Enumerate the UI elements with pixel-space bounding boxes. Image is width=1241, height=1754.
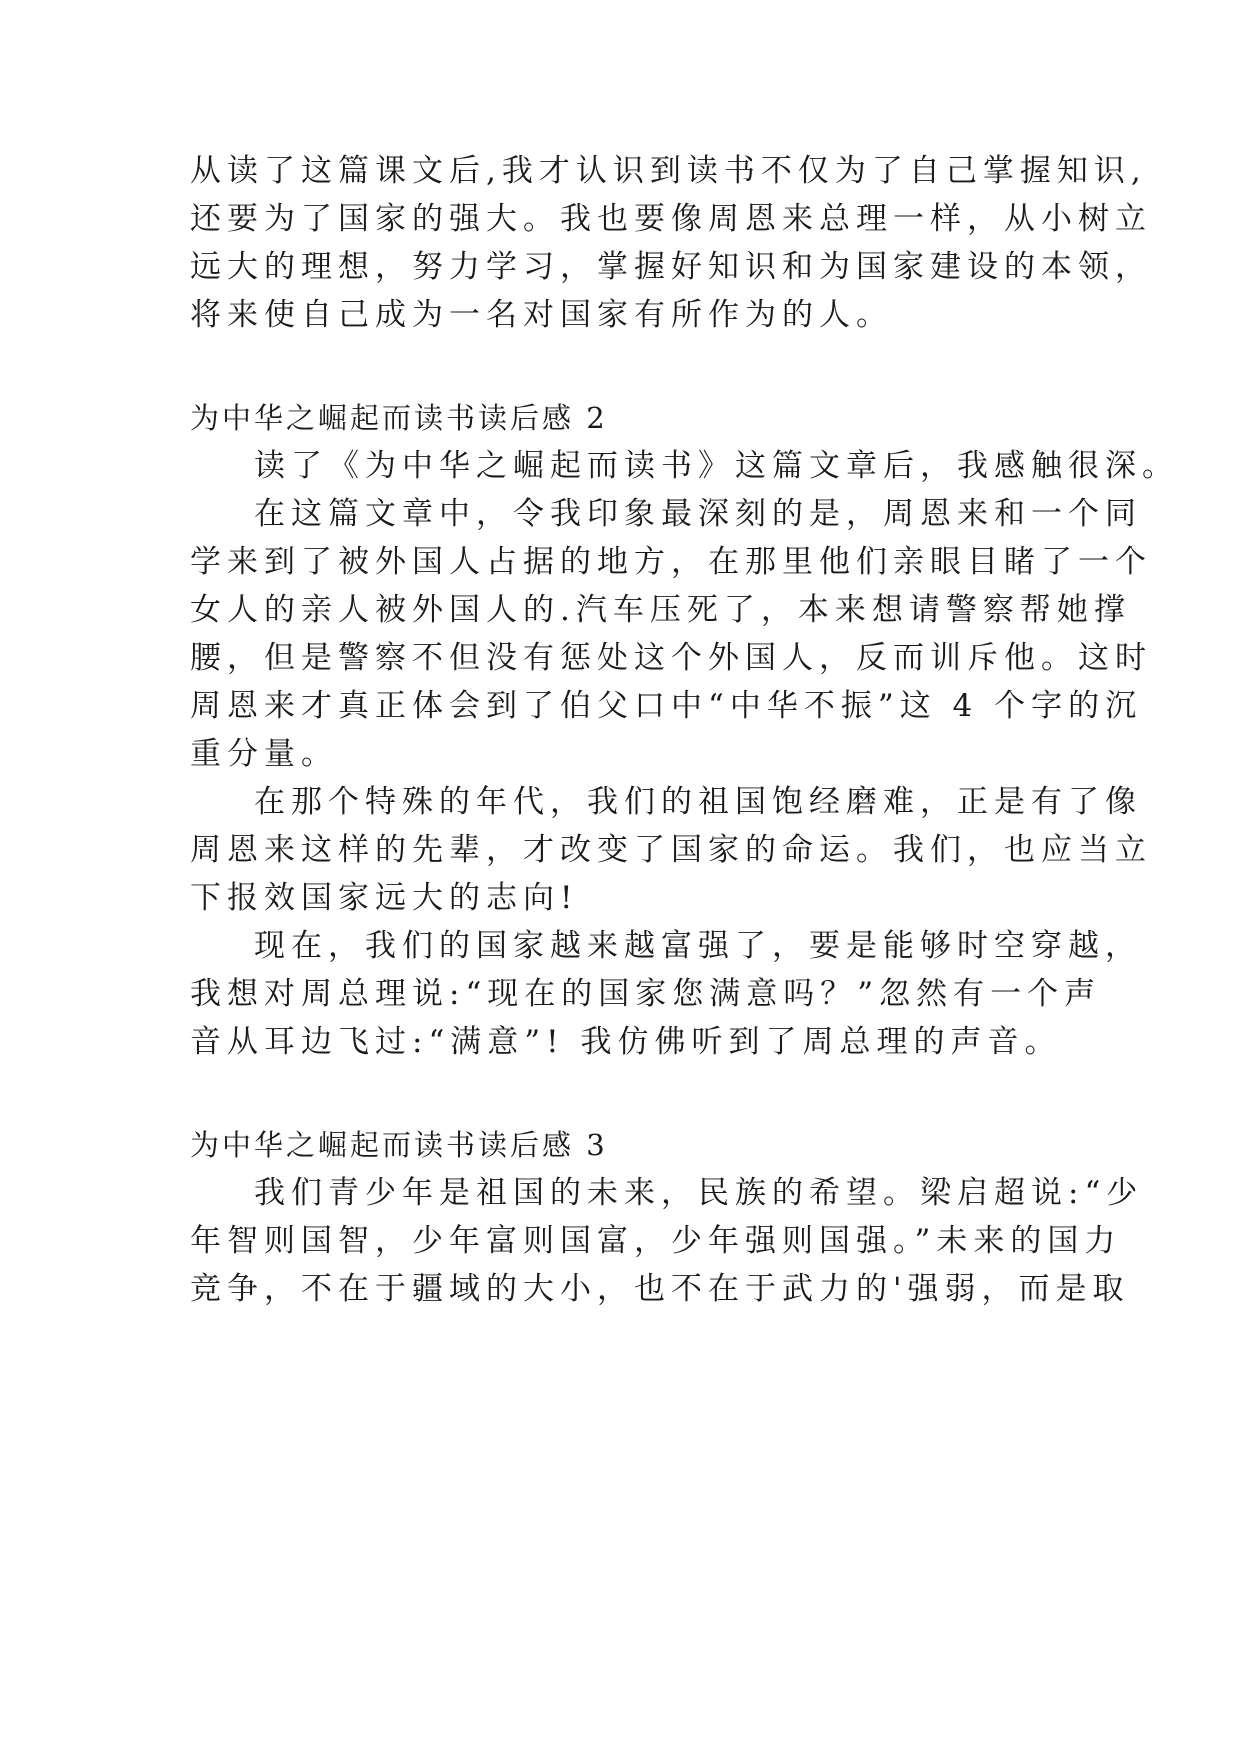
section-heading: 为中华之崛起而读书读后感 3 xyxy=(190,1128,608,1162)
paragraph-line: 将来使自己成为一名对国家有所作为的人。 xyxy=(190,297,893,333)
section-heading: 为中华之崛起而读书读后感 2 xyxy=(190,401,608,435)
paragraph-line: 在那个特殊的年代，我们的祖国饱经磨难，正是有了像 xyxy=(254,784,1142,820)
paragraph-line: 腰，但是警察不但没有惩处这个外国人，反而训斥他。这时 xyxy=(190,640,1152,676)
paragraph-line: 竞争，不在于疆域的大小，也不在于武力的'强弱，而是取 xyxy=(190,1271,1130,1307)
paragraph-line: 女人的亲人被外国人的.汽车压死了，本来想请警察帮她撑 xyxy=(190,592,1131,628)
paragraph-line: 重分量。 xyxy=(190,736,338,772)
paragraph-line: 下报效国家远大的志向! xyxy=(190,880,579,916)
paragraph-line: 音从耳边飞过:“满意”! 我仿佛听到了周总理的声音。 xyxy=(190,1024,1062,1060)
paragraph-line: 在这篇文章中，令我印象最深刻的是，周恩来和一个同 xyxy=(254,496,1142,532)
paragraph-line: 现在，我们的国家越来越富强了，要是能够时空穿越， xyxy=(254,928,1142,964)
paragraph-line: 学来到了被外国人占据的地方，在那里他们亲眼目睹了一个 xyxy=(190,544,1152,580)
paragraph-line: 还要为了国家的强大。我也要像周恩来总理一样，从小树立 xyxy=(190,201,1152,237)
paragraph-line: 我想对周总理说:“现在的国家您满意吗？”忽然有一个声 xyxy=(190,976,1102,1012)
paragraph-line: 我们青少年是祖国的未来，民族的希望。梁启超说:“少 xyxy=(254,1175,1144,1211)
paragraph-line: 年智则国智，少年富则国富，少年强则国强。”未来的国力 xyxy=(190,1223,1122,1259)
paragraph-line: 远大的理想，努力学习，掌握好知识和为国家建设的本领， xyxy=(190,249,1152,285)
paragraph-line: 周恩来这样的先辈，才改变了国家的命运。我们，也应当立 xyxy=(190,832,1152,868)
paragraph-line: 周恩来才真正体会到了伯父口中“中华不振”这 4 个字的沉 xyxy=(190,688,1143,724)
paragraph-line: 从读了这篇课文后,我才认识到读书不仅为了自己掌握知识, xyxy=(190,153,1147,189)
paragraph-line: 读了《为中华之崛起而读书》这篇文章后，我感触很深。 xyxy=(254,448,1179,484)
